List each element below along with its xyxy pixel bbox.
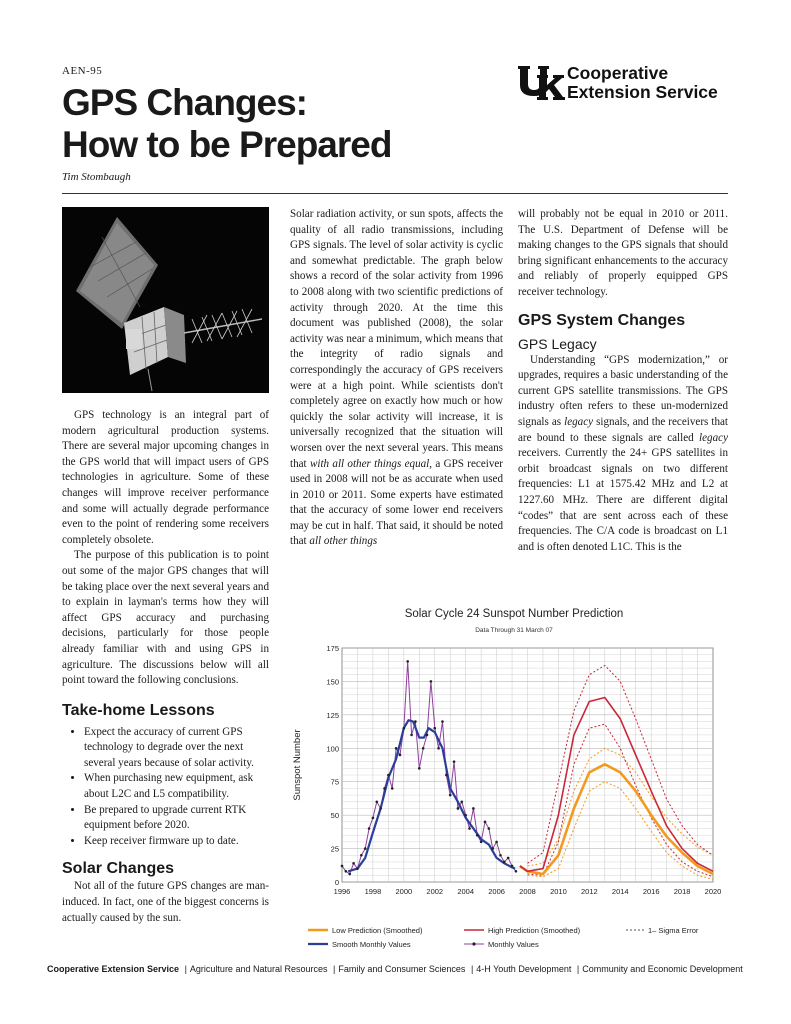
monthly-point [418,767,421,770]
title-line-2: How to be Prepared [62,124,392,165]
uk-logo [517,63,732,105]
y-tick-label: 75 [330,777,339,787]
footer: Cooperative Extension Service | Agriculture and Natural Resources | Family and Consumer Sciences | 4-H Youth Development | Community and Economic Development [47,964,743,974]
monthly-point [414,720,417,723]
monthly-point [356,867,359,870]
monthly-point [445,774,448,777]
chart-subtitle: Data Through 31 March 07 [475,627,553,634]
chart-title: Solar Cycle 24 Sunspot Number Prediction [404,608,624,620]
y-tick-label: 175 [326,644,339,653]
footer-item: Community and Economic Development [582,964,743,974]
monthly-point [426,734,429,737]
list-item: • When purchasing new equipment, ask about L2C and L5 compatibility. [84,771,269,802]
monthly-point [364,847,367,850]
monthly-point [480,841,483,844]
monthly-point [457,807,460,810]
monthly-point [360,854,363,857]
sunspot-chart [286,600,732,955]
footer-item: 4-H Youth Development [476,964,572,974]
x-tick-label: 2006 [488,887,505,896]
monthly-point [488,827,491,830]
monthly-point [511,865,514,868]
uk-mark-icon [517,63,565,103]
y-tick-label: 25 [330,844,339,854]
legend-label: 1– Sigma Error [648,926,699,935]
monthly-point [348,873,351,876]
title-line-1: GPS Changes: [62,82,307,123]
x-tick-label: 1996 [333,887,351,896]
monthly-point [406,660,409,663]
monthly-point [499,854,502,857]
monthly-point [422,747,425,750]
x-tick-label: 2018 [673,887,691,896]
gps-legacy-heading: GPS Legacy [518,335,597,352]
solar-changes-heading: Solar Changes [62,860,175,878]
legend-label: Smooth Monthly Values [332,940,411,949]
monthly-point [430,680,433,683]
logo-text: Cooperative Extension Service [567,63,718,102]
monthly-point [391,787,394,790]
column-1 [62,408,269,926]
monthly-point [372,817,375,820]
x-tick-label: 2010 [550,887,567,896]
y-tick-label: 100 [326,744,339,754]
publication-code: AEN-95 [62,65,103,77]
monthly-point [395,747,398,750]
monthly-point [461,800,464,803]
footer-org: Cooperative Extension Service [47,964,180,974]
monthly-point [468,827,471,830]
monthly-point [515,870,518,873]
x-tick-label: 2004 [457,887,475,896]
x-tick-label: 2008 [519,887,536,896]
monthly-point [453,760,456,763]
monthly-point [484,821,487,824]
x-tick-label: 2002 [426,887,444,896]
y-tick-label: 125 [326,710,339,720]
y-tick-label: 50 [330,811,339,821]
monthly-point [503,861,506,864]
intro-paragraph: GPS technology is an integral part of modern agricultural production systems. There are several major upcoming changes in the GPS world that will impact users of GPS technologies in agriculture. Some of these changes will improve receiver performance and some will actually degrade performance even to the point of rendering some receivers completely obsolete. [62,409,269,546]
lessons-heading: Take-home Lessons [62,701,215,719]
y-axis-label: Sunspot Number [292,729,303,801]
monthly-point [507,857,510,860]
legend-label: Low Prediction (Smoothed) [332,926,423,935]
gps-system-changes-heading: GPS System Changes [518,311,686,329]
list-item: • Keep receiver firmware up to date. [84,834,269,850]
monthly-point [464,814,467,817]
monthly-point [345,870,348,873]
column-2 [290,207,503,550]
x-tick-label: 2014 [611,887,629,896]
monthly-point [410,734,413,737]
monthly-point [449,794,452,797]
sunspot-chart-svg [286,600,732,955]
monthly-point [441,720,444,723]
legacy-paragraph: Understanding “GPS modernization,” or upgrades, requires a basic understanding of the current GPS satellite transmissions. The GPS industry often refers to these un-modernized signals as legacy signals, and the receivers that are bound to these signals are called legacy receivers. Currently the 24+ GPS satellites in orbit broadcast signals on two different frequencies: L1 at 1575.42 MHz and L2 at 1227.60 MHz. There are different digital “codes” that are sent across each of these frequencies. The C/A code is broadcast on L1 and is often denoted L1C. This is the [518,353,728,553]
x-tick-label: 2020 [704,887,722,896]
satellite-image [62,207,269,393]
solar-paragraph: Solar radiation activity, or sun spots, affects the quality of all radio transmissions, including GPS signals. The level of solar activity is cyclic and somewhat predictable. The graph below shows a record of the solar activity from 1996 to 2008 along with two scientific predictions of activity through 2020. At the time this document was published (2008), the solar activity was near a minimum, which means that the integrity of radio signals and correspondingly the accuracy of GPS receivers were at a high point. While scientists don't completely agree on exactly how much or how quickly the solar activity will increase, it is universally recognized that the situation will worsen over the next several years. This means that with all other things equal, a GPS receiver used in 2008 will not be as accurate when used in 2010 or 2011. Some experts have estimated that the accuracy of some lower end receivers may be cut in half. That said, it should be noted that all other things [290,208,503,548]
monthly-point [368,827,371,830]
monthly-point [403,727,406,730]
purpose-paragraph: The purpose of this publication is to point out some of the major GPS changes that will be taking place over the next several years and to explain in layman's terms how they will affect GPS accuracy and purchasing decisions, particularly for those people already familiar with and using GPS in agriculture. The discussions below will all point toward the following conclusions. [62,549,269,687]
solar-intro-paragraph: Not all of the future GPS changes are man-induced. In fact, one of the biggest concerns is actually caused by the sun. [62,880,269,924]
satellite-photo [62,207,269,393]
lessons-list [62,725,269,850]
monthly-point [383,787,386,790]
header-rule [62,193,728,194]
monthly-point [476,834,479,837]
continued-paragraph: will probably not be equal in 2010 or 2011. The U.S. Department of Defense will be making changes to the GPS signals that should bring significant enhancements to the accuracy and reliably of properly equipped GPS receiver technology. [518,208,728,298]
x-tick-label: 2012 [580,887,598,896]
legend-swatch-monthly-point [472,942,475,945]
x-tick-label: 2016 [642,887,660,896]
y-tick-label: 0 [334,878,339,887]
list-item: • Be prepared to upgrade current RTK equipment before 2020. [84,803,269,834]
x-tick-label: 2000 [395,887,413,896]
monthly-point [387,774,390,777]
monthly-point [491,847,494,850]
legend-label: High Prediction (Smoothed) [488,926,581,935]
monthly-point [433,727,436,730]
monthly-point [379,807,382,810]
footer-item: Agriculture and Natural Resources [189,964,328,974]
page-title [62,82,391,166]
column-3 [518,207,728,555]
y-tick-label: 150 [326,677,339,687]
list-item: • Expect the accuracy of current GPS technology to degrade over the next several years because of solar activity. [84,725,269,772]
monthly-point [437,747,440,750]
monthly-point [352,862,355,865]
monthly-point [399,754,402,757]
x-tick-label: 1998 [364,887,382,896]
author: Tim Stombaugh [62,171,131,183]
monthly-point [375,800,378,803]
monthly-point [495,841,498,844]
legend-label: Monthly Values [488,940,539,949]
monthly-point [341,865,344,868]
footer-item: Family and Consumer Sciences [338,964,466,974]
monthly-point [472,807,475,810]
